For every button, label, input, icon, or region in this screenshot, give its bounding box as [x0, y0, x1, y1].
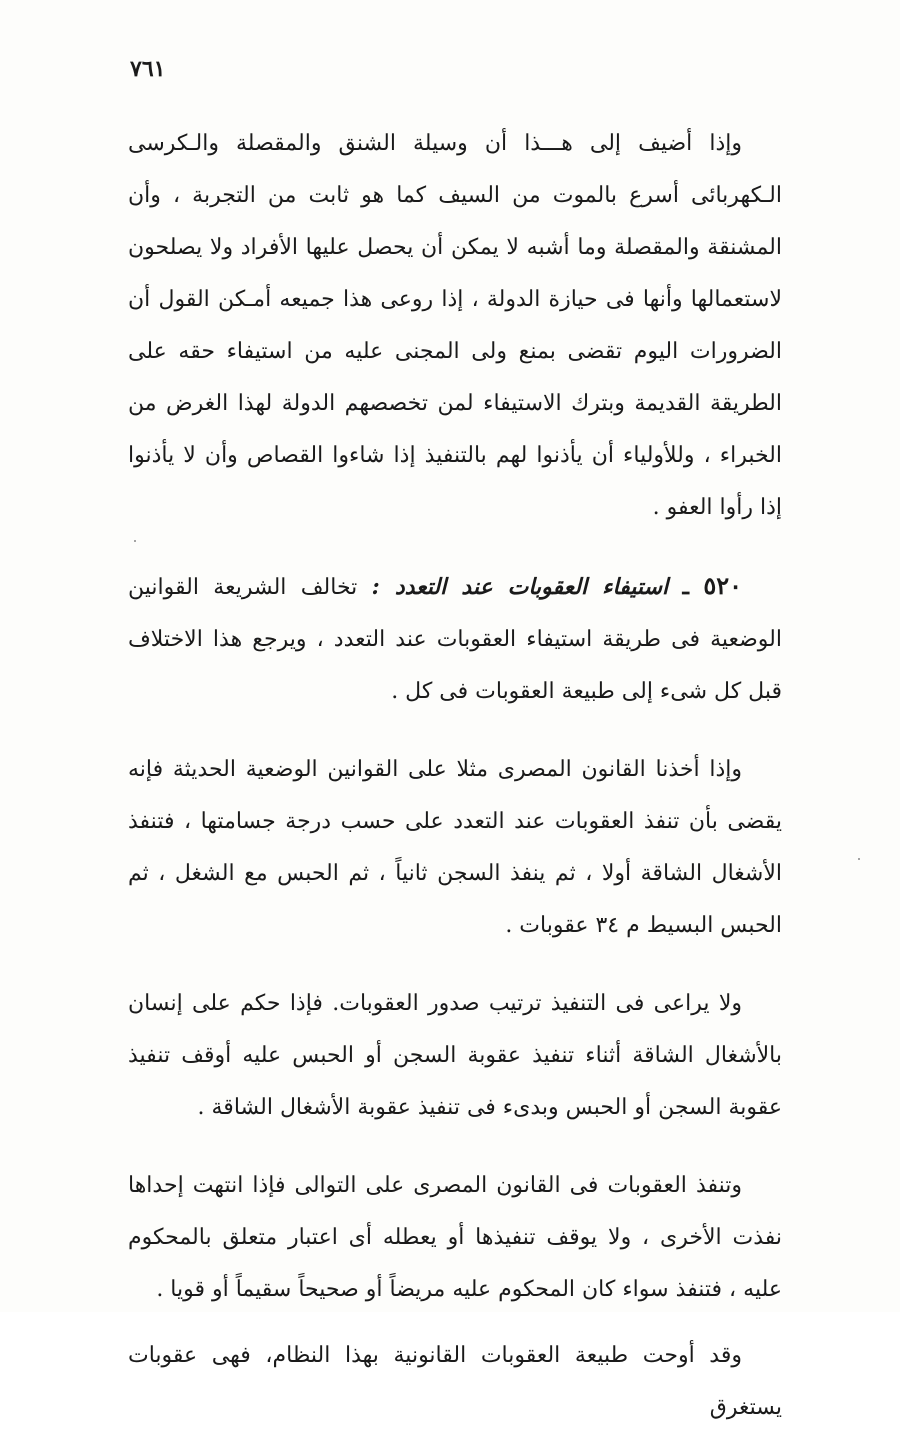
- paragraph-order-of-execution: ولا يراعى فى التنفيذ ترتيب صدور العقوبات. فإذا حكم على إنسان بالأشغال الشاقة أثناء تنفيذ عقوبة السجن أو الحبس عليه أوقف تنفيذ عقوبة السجن أو الحبس وبدىء فى تنفيذ عقوبة الأشغال الشاقة .: [128, 991, 782, 1120]
- section-number: ٥٢٠: [703, 571, 742, 600]
- section-520: [128, 560, 782, 718]
- page-number: ٧٦١: [130, 56, 166, 82]
- scan-speck: [134, 540, 136, 542]
- text-body: [128, 118, 782, 1434]
- paragraph-execution-method: وإذا أضيف إلى هـــذا أن وسيلة الشنق والمقصلة والـكرسى الـكهربائى أسرع بالموت من السيف كما هو ثابت من التجربة ، وأن المشنقة والمقصلة وما أشبه لا يمكن أن يحصل عليها الأفراد ولا يصلحون لاستعمالها وأنها فى حيازة الدولة ، إذا روعى هذا جميعه أمـكن القول أن الضرورات اليوم تقضى بمنع ولى المجنى عليه من استيفاء حقه على الطريقة القديمة وبترك الاستيفاء لمن تخصصهم الدولة لهذا الغرض من الخبراء ، وللأولياء أن يأذنوا لهم بالتنفيذ إذا شاءوا القصاص وأن لا يأذنوا إذا رأوا العفو .: [128, 131, 782, 520]
- section-title: استيفاء العقوبات عند التعدد :: [371, 574, 669, 600]
- paragraph-consecutive-execution: وتنفذ العقوبات فى القانون المصرى على التوالى فإذا انتهت إحداها نفذت الأخرى ، ولا يوقف تنفيذها أو يعطله أى اعتبار متعلق بالمحكوم عليه ، فتنفذ سواء كان المحكوم عليه مريضاً أو صحيحاً سقيماً أو قويا .: [128, 1173, 782, 1302]
- paragraph-nature-of-penalties: وقد أوحت طبيعة العقوبات القانونية بهذا النظام، فهى عقوبات يستغرق: [128, 1343, 782, 1420]
- section-dash: ـ: [682, 574, 689, 600]
- scan-speck: [858, 858, 860, 860]
- paragraph-egyptian-law: وإذا أخذنا القانون المصرى مثلا على القوانين الوضعية الحديثة فإنه يقضى بأن تنفذ العقوبات عند التعدد على حسب درجة جسامتها ، فتنفذ الأشغال الشاقة أولا ، ثم ينفذ السجن ثانياً ، ثم الحبس مع الشغل ، ثم الحبس البسيط م ٣٤ عقوبات .: [128, 757, 782, 938]
- section-text: تخالف الشريعة القوانين الوضعية فى طريقة استيفاء العقوبات عند التعدد ، ويرجع هذا الاختلاف قبل كل شىء إلى طبيعة العقوبات فى كل .: [128, 575, 782, 704]
